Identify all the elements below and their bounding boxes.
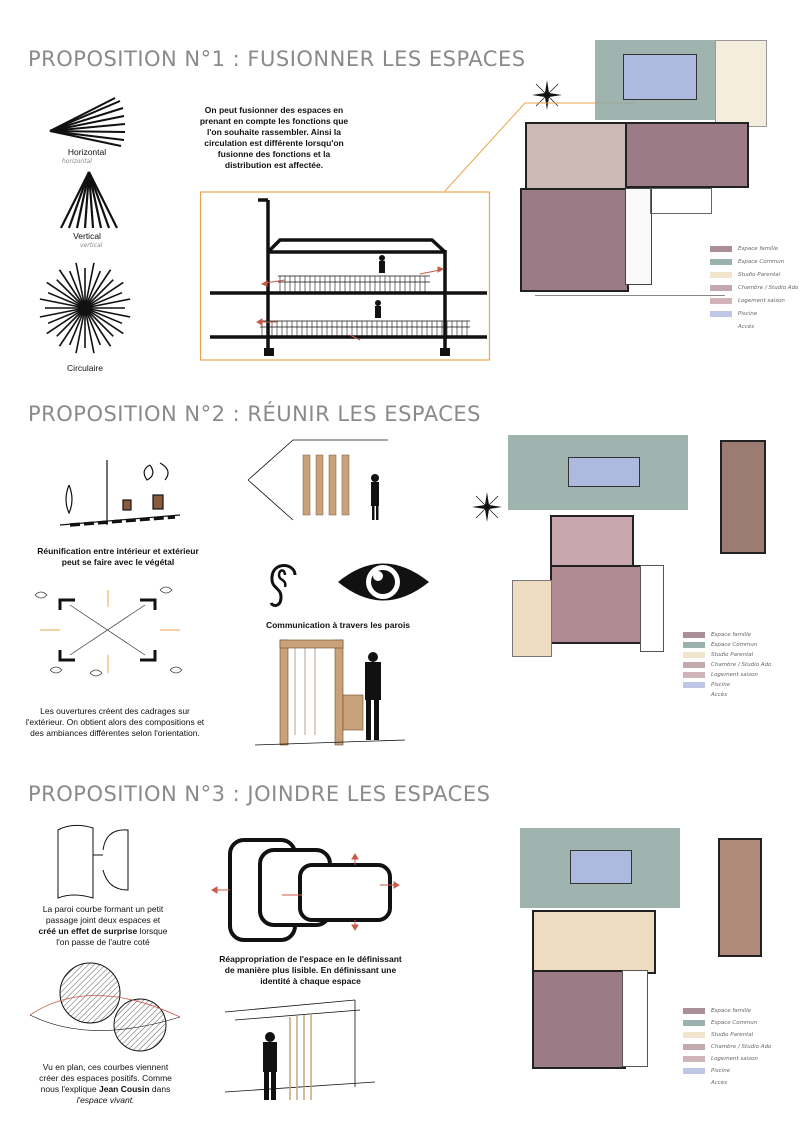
rounded-spaces-diagram: [212, 835, 412, 945]
pool: [570, 850, 632, 884]
room-famille-2: [520, 188, 629, 292]
courbes-caption-mid: dans: [149, 1084, 171, 1094]
legend-item: Piscine: [738, 310, 758, 317]
courbes-caption-book: l'espace vivant.: [76, 1095, 135, 1105]
circulaire-label: Circulaire: [67, 363, 103, 373]
vegetal-caption: Réunification entre intérieur et extérieur peut se faire avec le végétal: [37, 546, 199, 567]
stair-area: [625, 188, 652, 285]
parois-caption: Communication à travers les parois: [265, 620, 411, 630]
section-drawing: [200, 190, 490, 360]
vegetal-sketch: [55, 455, 185, 535]
paroi-caption-pre: La paroi courbe formant un petit passage joint deux espaces et: [42, 904, 164, 925]
courbes-caption-author: Jean Cousin: [99, 1084, 150, 1094]
terrace: [650, 188, 712, 214]
studio-parental-area: [512, 580, 552, 657]
horizontal-label: Horizontal: [67, 147, 107, 157]
room-famille: [532, 970, 626, 1069]
legend-item: Logement saison: [738, 297, 785, 304]
vertical-note: vertical: [80, 242, 103, 249]
stair-area: [640, 565, 664, 652]
legend-item: Accès: [738, 323, 755, 330]
section-1-title: PROPOSITION N°1 : FUSIONNER LES ESPACES: [28, 47, 526, 71]
vertical-label: Vertical: [73, 231, 101, 241]
legend-item: Piscine: [711, 1068, 731, 1074]
legend-item: Logement saison: [711, 1056, 758, 1062]
room-commun: [525, 122, 629, 191]
curtain-perspective-sketch: [225, 992, 375, 1102]
legend-item: Chambre / Studio Ado: [711, 1044, 772, 1050]
slats-sketch: [238, 440, 398, 530]
reappropriation-caption: Réappropriation de l'espace en le définissant de manière plus lisible. En définissant une identité à chaque espace: [219, 954, 402, 986]
legend-item: Logement saison: [711, 672, 758, 678]
room-famille-1: [625, 122, 749, 188]
courbes-caption-pre: Vu en plan, ces courbes viennent créer des espaces positifs. Comme nous l'explique: [39, 1062, 172, 1094]
plan-3: [500, 828, 700, 1098]
legend-3: [683, 1005, 771, 1089]
legend-item: Studio Parental: [711, 1032, 754, 1038]
p1-description: On peut fusionner des espaces en prenant en compte les fonctions que l'on souhaite rassembler. Ainsi la circulation est différente lorsqu'on fusionne des fonctions et la distribution est affectée.: [199, 105, 349, 170]
legend-item: Studio Parental: [711, 652, 754, 658]
room-famille: [550, 565, 644, 644]
paroi-caption-post: lorsque l'on passe de l'autre coté: [56, 926, 168, 947]
legend-item: Studio Parental: [738, 271, 781, 278]
studio-parental-area: [532, 910, 656, 974]
ouvertures-caption: Les ouvertures créent des cadrages sur l'extérieur. On obtient alors des compositions et des ambiances différentes selon l'orientation.: [25, 706, 205, 738]
wood-frame-sketch: [255, 635, 405, 750]
legend-item: Espace famille: [711, 1008, 751, 1014]
legend-item: Chambre / Studio Ado: [738, 284, 799, 291]
legend-2: [683, 630, 771, 700]
eye-icon: [336, 555, 431, 610]
pool: [623, 54, 697, 100]
access-lines: [535, 295, 725, 346]
annex-2: [720, 440, 766, 554]
curved-wall-sketch: [48, 820, 138, 900]
circles-plan-sketch: [30, 955, 180, 1055]
section-2-title: PROPOSITION N°2 : RÉUNIR LES ESPACES: [28, 402, 481, 426]
legend-item: Espace Commun: [738, 258, 785, 265]
legend-item: Accès: [711, 692, 728, 698]
legend-item: Espace Commun: [711, 1020, 758, 1026]
section-3-title: PROPOSITION N°3 : JOINDRE LES ESPACES: [28, 782, 491, 806]
studio-parental-area: [715, 40, 767, 127]
vertical-fan-icon: [59, 170, 119, 230]
horizontal-note: horizontal: [62, 158, 92, 165]
legend-item: Piscine: [711, 682, 731, 688]
legend-item: Chambre / Studio Ado: [711, 662, 772, 668]
legend-item: Espace famille: [711, 632, 751, 638]
paroi-caption-bold: créé un effet de surprise: [38, 926, 138, 936]
horizontal-fan-icon: [45, 96, 125, 146]
legend-1: [710, 242, 798, 333]
courbes-caption: [33, 1062, 178, 1106]
legend-item: Accès: [711, 1080, 728, 1086]
ear-icon: [265, 557, 305, 612]
circular-burst-icon: [35, 258, 135, 358]
pool: [568, 457, 640, 487]
annex-3: [718, 838, 762, 957]
stair-area: [622, 970, 648, 1067]
paroi-caption: [38, 904, 168, 948]
plan-2: [490, 435, 710, 705]
room-logement: [550, 515, 634, 569]
legend-item: Espace famille: [738, 245, 778, 252]
openings-diagram: [30, 585, 200, 685]
legend-item: Espace Commun: [711, 642, 758, 648]
